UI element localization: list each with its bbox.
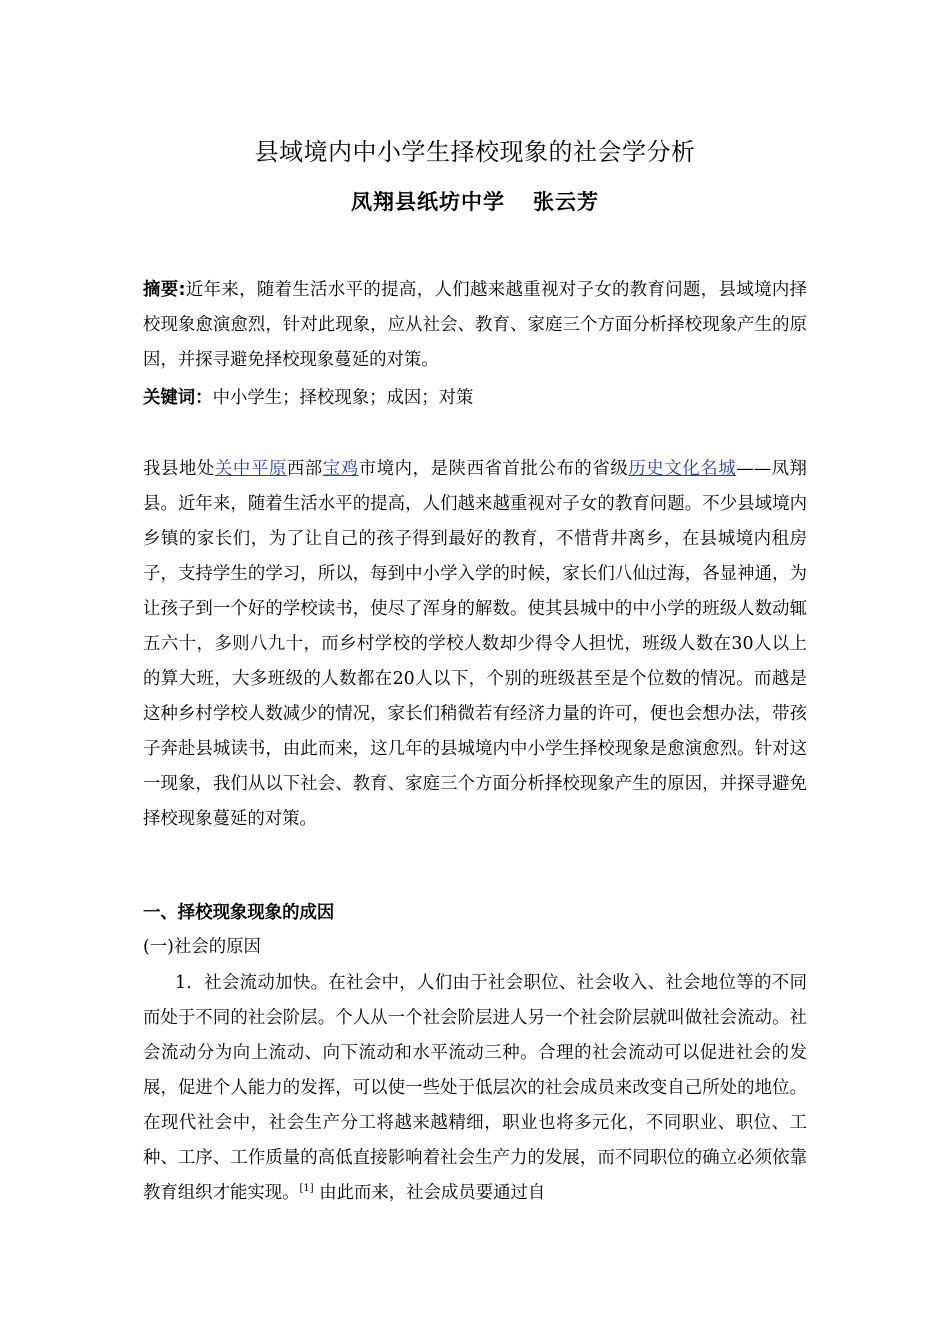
keywords-text: 中小学生；择校现象；成因；对策 — [212, 388, 474, 408]
link-baoji[interactable]: 宝鸡 — [322, 459, 359, 479]
abstract-label: 摘要: — [143, 280, 186, 300]
keywords-label: 关键词： — [143, 388, 213, 408]
intro-text-1: 我县地处 — [143, 459, 215, 479]
author-org: 凤翔县纸坊中学 — [351, 189, 505, 214]
intro-text-3: 市境内，是陕西省首批公布的省级 — [358, 459, 629, 479]
author-name: 张云芳 — [533, 189, 599, 214]
author-line — [0, 186, 950, 216]
abstract-text: 近年来，随着生活水平的提高，人们越来越重视对子女的教育问题，县域境内择校现象愈演愈烈，针对此现象，应从社会、教育、家庭三个方面分析择校现象产生的原因，并探寻避免择校现象蔓延的对策。 — [143, 280, 807, 370]
paragraph-tail: 由此而来，社会成员要通过自 — [313, 1183, 546, 1203]
keywords-line — [143, 381, 807, 416]
section-heading: 一、择校现象现象的成因 — [143, 903, 335, 923]
paragraph-text: 在社会中，人们由于社会职位、社会收入、社会地位等的不同而处于不同的社会阶层。个人从一个社会阶层进人另一个社会阶层就叫做社会流动。社会流动分为向上流动、向下流动和水平流动三种。合理的社会流动可以促进社会的发展，促进个人能力的发挥，可以使一些处于低层次的社会成员来改变自己所处的地位。在现代社会中，社会生产分工将越来越精细，职业也将多元化，不同职业、职位、工种、工序、工作质量的高低直接影响着社会生产力的发展，而不同职位的确立必须依靠教育组织才能实现。 — [143, 973, 807, 1203]
link-guanzhong-plain[interactable]: 关中平原 — [214, 459, 287, 479]
intro-paragraph — [143, 452, 807, 837]
subsection-heading: (一)社会的原因 — [143, 937, 261, 957]
document-title: 县域境内中小学生择校现象的社会学分析 — [254, 138, 696, 166]
paragraph-label: 1．社会流动加快。 — [175, 973, 329, 993]
intro-text-4: ——凤翔县。近年来，随着生活水平的提高，人们越来越重视对子女的教育问题。不少县域境内乡镇的家长们，为了让自己的孩子得到最好的教育，不惜背井离乡，在县城境内租房子，支持学生的学习，所以，每到中小学入学的时候，家长们八仙过海，各显神通，为让孩子到一个好的学校读书，使尽了浑身的解数。使其县城中的中小学的班级人数动辄五六十，多则八九十，而乡村学校的学校人数却少得令人担忧，班级人数在30人以上的算大班，大多班级的人数都在20人以下，个别的班级甚至是个位数的情况。而越是这种乡村学校人数减少的情况，家长们稍微若有经济力量的许可，便也会想办法，带孩子奔赴县城读书，由此而来，这几年的县城境内中小学生择校现象是愈演愈烈。针对这一现象，我们从以下社会、教育、家庭三个方面分析择校现象产生的原因，并探寻避免择校现象蔓延的对策。 — [143, 459, 807, 829]
section-paragraph — [143, 966, 807, 1211]
abstract-paragraph — [143, 273, 807, 378]
footnote-ref[interactable]: [1] — [299, 1183, 314, 1194]
intro-text-2: 西部 — [286, 459, 323, 479]
link-historic-city[interactable]: 历史文化名城 — [628, 459, 737, 479]
